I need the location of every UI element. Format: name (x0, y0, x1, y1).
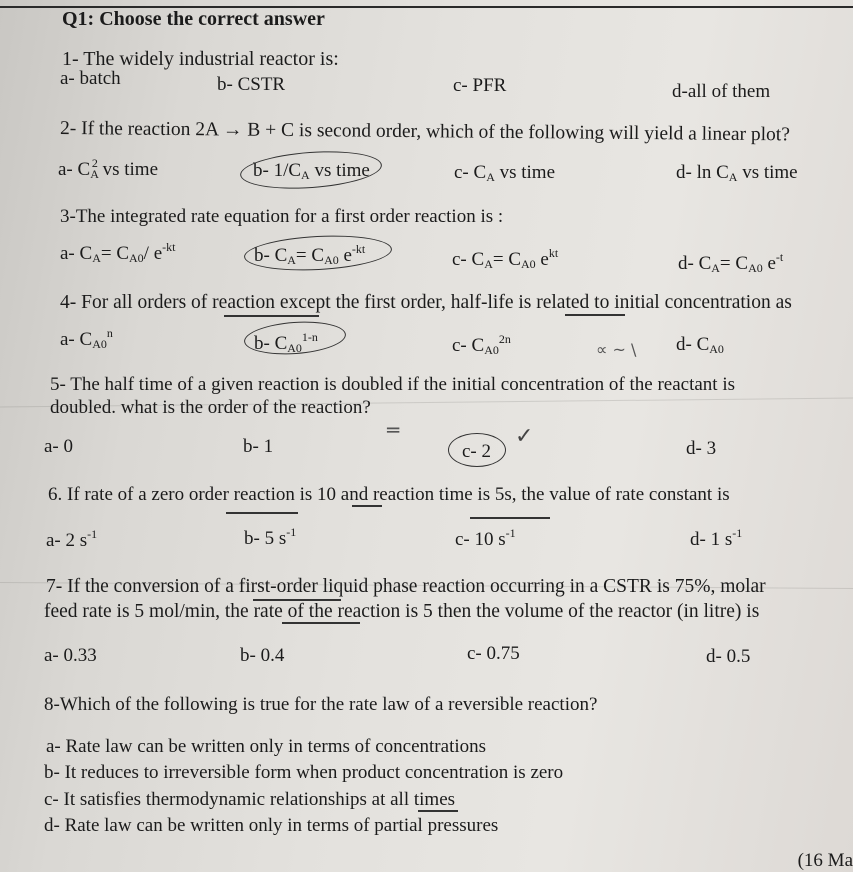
q7-option-a: a- 0.33 (44, 645, 97, 666)
q2-option-c: c- $C_A$ vs time (454, 162, 556, 184)
question-5-stem-line1: 5- The half time of a given reaction is doubled if the initial concentration of the reactant is (50, 374, 735, 395)
q1-option-d: d-all of them (672, 81, 771, 102)
underline-mark (470, 517, 550, 519)
question-3-stem: 3-The integrated rate equation for a first order reaction is : (60, 206, 504, 227)
answer-circle (243, 232, 393, 274)
q8-option-b: b- It reduces to irreversible form when product concentration is zero (44, 762, 564, 783)
question-8-stem: 8-Which of the following is true for the rate law of a reversible reaction? (44, 694, 598, 715)
answer-circle (448, 433, 506, 467)
q3-option-a: a- $C_A= C_{A0}/$ $e^{-kt}$ (60, 240, 176, 265)
question-4-stem: 4- For all orders of reaction except the first order, half-life is related to initial concentration as (60, 292, 792, 313)
q4-option-d: d- $C_{A0}$ (676, 334, 724, 356)
q5-option-b: b- 1 (243, 436, 274, 457)
underline-mark (224, 315, 319, 317)
underline-mark (253, 599, 341, 601)
marks-label: (16 Ma (797, 850, 853, 871)
q5-option-c: c- 2 (462, 441, 492, 462)
q8-option-c: c- It satisfies thermodynamic relationships at all times (44, 789, 456, 810)
answer-circle (239, 147, 383, 193)
q1-option-a: a- batch (60, 68, 121, 89)
q2-option-a: a- $C_A^2$ vs time (58, 156, 159, 181)
question-7-stem-line2: feed rate is 5 mol/min, the rate of the reaction is 5 then the volume of the reactor (in litre) is (44, 601, 760, 622)
q7-option-d: d- 0.5 (706, 646, 751, 667)
q1-option-b: b- CSTR (217, 74, 286, 95)
q6-option-c: c- 10 $s^{-1}$ (455, 526, 516, 550)
underline-mark (282, 622, 360, 624)
q6-option-b: b- 5 $s^{-1}$ (244, 525, 297, 549)
equals-scribble: ═ (387, 418, 400, 442)
answer-circle (243, 318, 347, 357)
q5-option-a: a- 0 (44, 436, 74, 457)
question-6-stem: 6. If rate of a zero order reaction is 10 and reaction time is 5s, the value of rate constant is (48, 484, 730, 505)
q4-option-a: a- $C_{A0}^n$ (60, 326, 113, 351)
question-7-stem-line1: 7- If the conversion of a first-order liquid phase reaction occurring in a CSTR is 75%, molar (46, 576, 766, 597)
q2-option-d: d- $\ln C_A$ vs time (676, 162, 798, 184)
q3-option-d: d- $C_A= C_{A0}$ $e^{-t}$ (678, 250, 784, 275)
underline-mark (226, 512, 298, 514)
q8-option-d: d- Rate law can be written only in terms of partial pressures (44, 815, 499, 836)
q1-option-c: c- PFR (453, 75, 507, 96)
q4-option-c: c- $C_{A0}^{2n}$ (452, 332, 511, 357)
underline-mark (418, 810, 458, 812)
q8-option-a: a- Rate law can be written only in terms of concentrations (46, 736, 487, 757)
question-2-stem: 2- If the reaction 2A → B + C is second order, which of the following will yield a linear plot? (59, 118, 790, 146)
question-1-stem: 1- The widely industrial reactor is: (62, 48, 339, 70)
q5-option-d: d- 3 (686, 438, 717, 459)
underline-mark (352, 505, 382, 507)
q7-option-c: c- 0.75 (467, 643, 520, 664)
check-icon: ✓ (515, 424, 534, 449)
question-5-stem-line2: doubled. what is the order of the reaction? (50, 397, 371, 418)
q4-option-b: b- $C_{A0}^{1-n}$ (254, 330, 318, 355)
q3-option-c: c- $C_A= C_{A0}$ $e^{kt}$ (452, 246, 559, 271)
q3-option-b: b- $C_A= C_{A0}$ $e^{-kt}$ (254, 242, 366, 267)
q7-option-b: b- 0.4 (240, 645, 285, 666)
top-rule (0, 0, 853, 8)
q6-option-a: a- 2 $s^{-1}$ (46, 527, 98, 551)
underline-mark (565, 314, 625, 316)
q6-option-d: d- 1 $s^{-1}$ (690, 526, 743, 550)
q2-option-b: b- $1/C_A$ vs time (253, 160, 370, 182)
pencil-scribble: ∝ ~ \ (596, 340, 637, 359)
section-title: Q1: Choose the correct answer (62, 8, 325, 30)
